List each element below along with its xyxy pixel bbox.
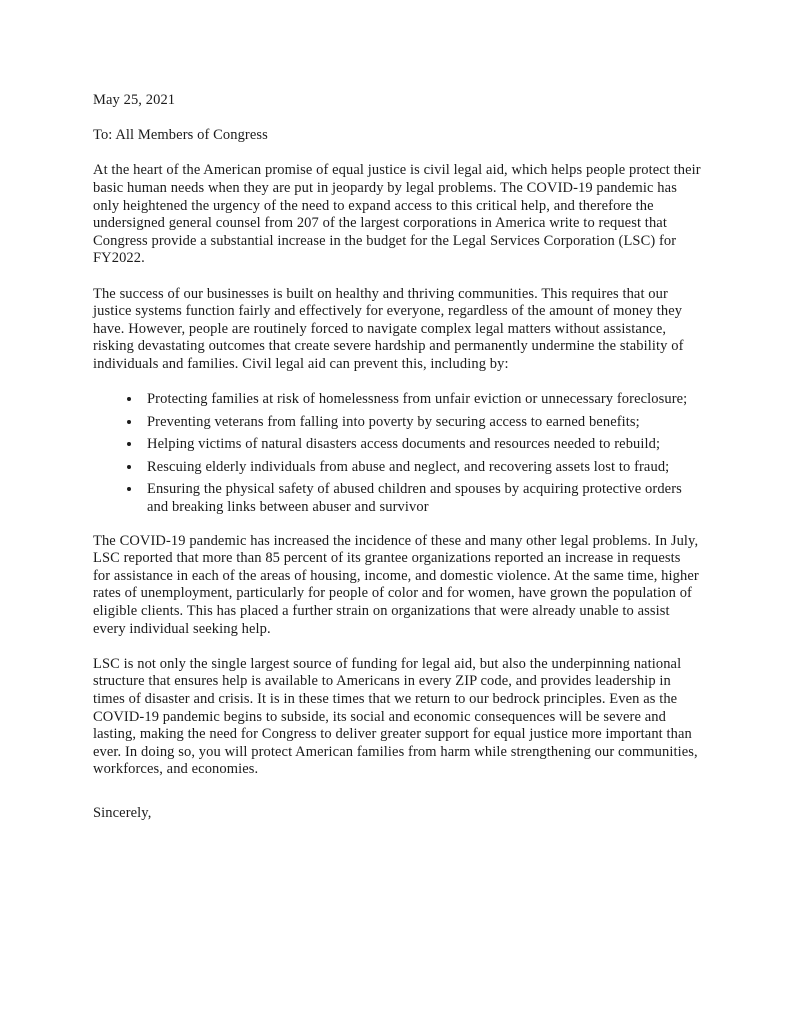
bullet-item-disasters: • Helping victims of natural disasters access documents and resources needed to rebuild; <box>142 436 701 454</box>
letter-bullet-list <box>93 391 701 517</box>
bullet-item-veterans: • Preventing veterans from falling into poverty by securing access to earned benefits; <box>142 414 701 432</box>
letter-paragraph-4: LSC is not only the single largest source of funding for legal aid, but also the underpinning national structure that ensures help is available to Americans in every ZIP code, and provides leadership in times of disaster and crisis. It is in these times that we return to our bedrock principles. Even as the COVID-19 pandemic begins to subside, its social and economic consequences will be severe and lasting, making the need for Congress to deliver greater support for equal justice more important than ever. In doing so, you will protect American families from harm while strengthening our communities, workforces, and economies. <box>93 655 698 778</box>
bullet-item-abuse-safety: • Ensuring the physical safety of abused children and spouses by acquiring protective orders and breaking links between abuser and survivor <box>142 481 701 516</box>
bullet-item-elderly: • Rescuing elderly individuals from abuse and neglect, and recovering assets lost to fraud; <box>142 459 701 477</box>
bullet-item-eviction: • Protecting families at risk of homelessness from unfair eviction or unnecessary foreclosure; <box>142 391 701 409</box>
letter-recipient: To: All Members of Congress <box>93 127 268 144</box>
letter-date: May 25, 2021 <box>93 92 176 108</box>
letter-paragraph-2: The success of our businesses is built on healthy and thriving communities. This requires that our justice systems function fairly and effectively for everyone, regardless of the amount of money they have. However, people are routinely forced to navigate complex legal matters without assistance, risking devastating outcomes that create severe hardship and permanently undermine the stability of individuals and families. Civil legal aid can prevent this, including by: <box>93 285 684 372</box>
letter-paragraph-1: At the heart of the American promise of equal justice is civil legal aid, which helps people protect their basic human needs when they are put in jeopardy by legal problems. The COVID-19 pandemic has only heightened the urgency of the need to expand access to this critical help, and therefore the undersigned general counsel from 207 of the largest corporations in America write to request that Congress provide a substantial increase in the budget for the Legal Services Corporation (LSC) for FY2022. <box>93 162 701 267</box>
letter-paragraph-3: The COVID-19 pandemic has increased the incidence of these and many other legal problems. In July, LSC reported that more than 85 percent of its grantee organizations reported an increase in requests for assistance in each of the areas of housing, income, and domestic violence. At the same time, higher rates of unemployment, particularly for people of color and for women, have grown the population of eligible clients. This has placed a further strain on organizations that were already unable to assist every individual seeking help. <box>93 532 699 637</box>
letter-closing: Sincerely, <box>93 804 152 821</box>
